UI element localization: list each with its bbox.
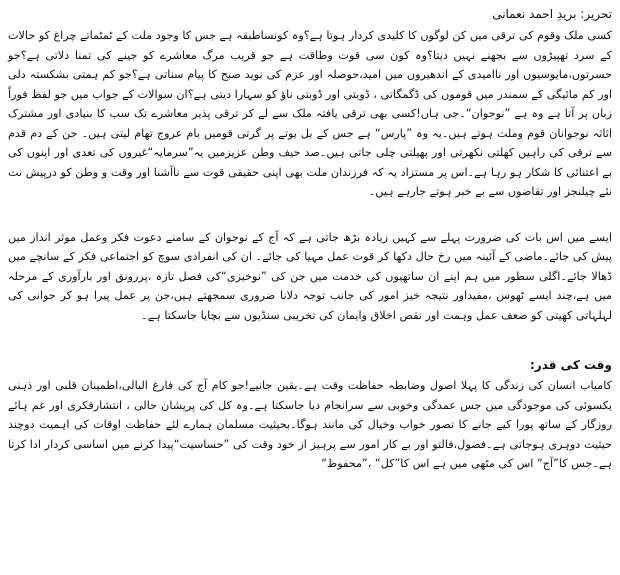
section-heading: وقت کی قدر: bbox=[530, 358, 612, 372]
article-byline: تحریر: بریدِ احمد نعمانی bbox=[492, 7, 612, 21]
section-paragraph: کامیاب انسان کی زندگی کا پہلا اصول وضابطہ حفاظت وقت ہے۔یقین جانیے!جو کام آج کی فارغ البالی،اطمینان قلبی اور ذہنی یکسوئی کی موجودگی میں جس عمدگی وخوبی سے سرانجام دیا جاسکتا ہے۔وہ کل کی پریشان حالی ، انتشارفکری اور غم ہائے روزگار کے ساتھ پورا کیے جانے کا تصور خواب وخیال کی مانند ہوگا۔بحیثیت مسلمان ہمارے لئے حفاظت اوقات کی اہمیت دوچند حیثیت دوہری ہوجاتی ہے۔فضول،فالتو اور بے کار امور سے پرہیز از خود وقت کی ”حساسیت“پیدا کرنے میں اساسی کردار ادا کرتا ہے۔جس کا”آج“ اس کی مٹھی میں ہے اس کا”کل“ ،”محفوظ“ bbox=[8, 379, 612, 470]
article-paragraph-2: ایسے میں اس بات کی ضرورت پہلے سے کہیں زیادہ بڑھ جاتی ہے کہ آج کے نوجوان کے سامنے دعوت فکر وعمل موثر انداز میں پیش کی جائے۔ماضی کے آئینہ میں رخ حال دکھا کر قوت عمل مہیا کی جائے۔ ان کی انفرادی سوچ کو اجتماعی فکر کے سانچے میں ڈھالا جائے۔اگلی سطور میں ہم اپنے ان ساتھیوں کی خدمت میں جن کی ”نوخیزی“کی فصل تازہ ،پررونق اور بارآوری کے مرحلہ میں ہے،چند ایسے ٹھوس ،مفیداور نتیجہ خیز امور کی جانب توجہ دلانا ضروری سمجھتے ہیں،جن پر عمل پیرا ہو کر جوانی کی لہلہاتی کھیتی کو ضعف عمل وہمت اور نقص اخلاق وایمان کی تخریبی سنڈیوں سے بچایا جاسکتا ہے۔ bbox=[8, 230, 612, 322]
article-paragraph-1: کسی ملک وقوم کی ترقی میں کن لوگوں کا کلیدی کردار ہوتا ہے؟وہ کونساطبقہ ہے جس کا وجود ملت کے ٹمٹماتے چراغ کو حالات کے سرد تھپیڑوں سے بجھنے نہیں دیتا؟وہ کون سی قوت وطاقت ہے جو قریب مرگ معاشرے کو جینے کی تمنا دلاتی ہے؟جو حسرتوں،مایوسیوں اور ناامیدی کے اندھیروں میں امید،حوصلہ اور عزم کی نوید صبح کا پیام سناتی ہے؟جو کم ہمتی بشکستہ دلی اور کم مائیگی کے سمندر میں قوموں کی ڈگمگاتی ، ڈوبتی اور ڈوبتی ناؤ کو سہارا دیتی ہے؟ان سوالات کے جواب میں جو لفظ فوراً زباں پر آتا ہے وہ ہے ”نوجوان“۔جی ہاں!کسی بھی ترقی یافتہ ملک سے لے کر ترقی پذیر معاشرے تک سب کا بنیادی اور مشترک اثاثہ نوجوانان قوم وملت ہوتے ہیں۔یہ وہ ”پارس“ ہے جس کے بل بوتے پر گرتی قومیں بام عروج تھام لیتی ہیں۔ جن کے دم قدم سے ترقی کی راہیں کھلتی نکھرتی اور پھیلتی چلی جاتی ہیں۔صد حیف وطن عزیزمیں یہ”سرمایہ“غیروں کی تعدی اور اپنوں کی بے اعتنائی کا شکار ہو رہا ہے۔اس پر مستزاد یہ کہ فرزندان ملت بھی اپنی حقیقی قوت سے ناآشنا اور وقت و وطن کو درپیش نت نئے چیلنجز اور تقاضوں سے بے خبر ہوتے جارہے ہیں۔ bbox=[8, 29, 612, 198]
